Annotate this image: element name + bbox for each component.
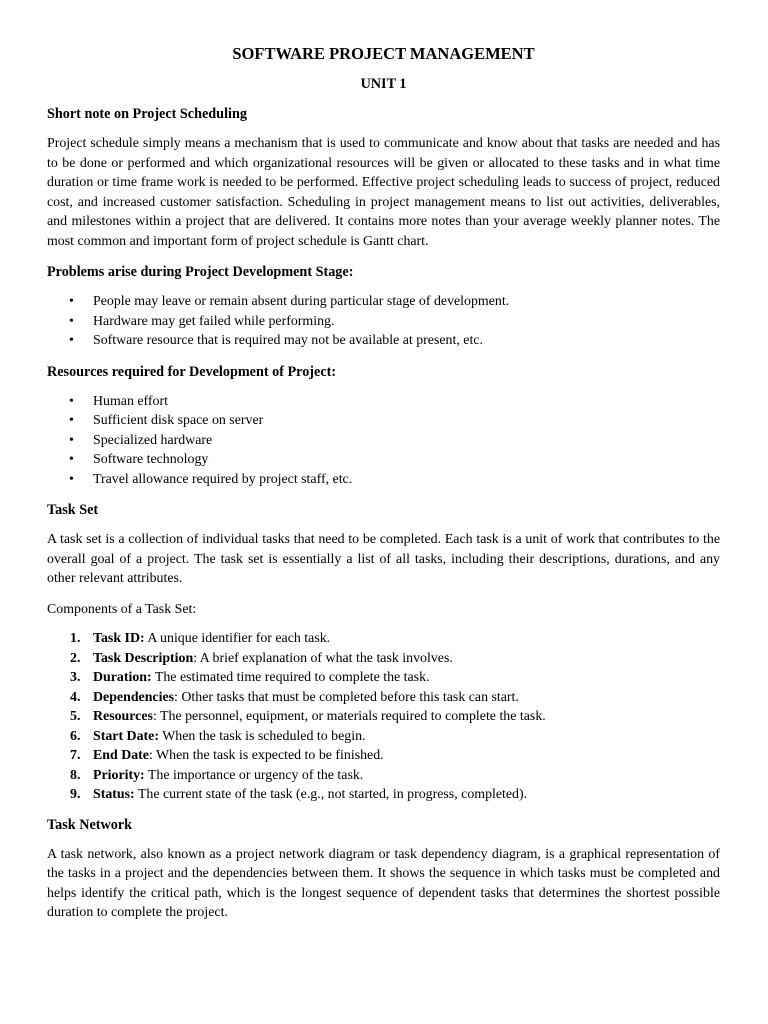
item-term: End Date — [93, 748, 149, 763]
problems-list — [47, 292, 720, 351]
item-number: 8. — [70, 767, 81, 783]
list-item: • Software technology — [47, 450, 720, 470]
list-item — [47, 766, 720, 786]
item-number: 1. — [70, 631, 81, 646]
problems-heading: Problems arise during Project Development Stage: — [47, 264, 354, 280]
list-item: • People may leave or remain absent during particular stage of development. — [47, 292, 720, 312]
list-item — [47, 668, 720, 688]
list-item — [47, 629, 720, 649]
list-item: • Human effort — [47, 392, 720, 412]
components-list — [47, 629, 720, 805]
task-set-heading: Task Set — [47, 502, 99, 518]
task-network-paragraph: A task network, also known as a project network diagram or task dependency diagram, is a graphical representation of the tasks in a project and the dependencies between them. It shows the sequence in which tasks must be completed and helps identify the critical path, which is the longest sequence of dependent tasks that determines the shortest possible duration to complete the project. — [47, 846, 720, 920]
resources-list — [47, 392, 720, 490]
scheduling-heading: Short note on Project Scheduling — [47, 106, 247, 122]
item-term: Dependencies — [93, 689, 175, 705]
item-term: Duration: — [93, 670, 152, 685]
list-item: • Travel allowance required by project staff, etc. — [47, 470, 720, 490]
list-item: • Sufficient disk space on server — [47, 411, 720, 431]
task-set-paragraph: A task set is a collection of individual tasks that need to be completed. Each task is a unit of work that contributes to the overall goal of a project. The task set is essentially a list of all tasks, including their descriptions, durations, and any other relevant attributes. — [47, 532, 720, 586]
item-description: : The personnel, equipment, or materials required to complete the task. — [152, 709, 546, 724]
item-number: 6. — [70, 728, 81, 744]
item-number: 3. — [70, 670, 81, 685]
task-network-heading: Task Network — [47, 816, 133, 833]
item-description: The current state of the task (e.g., not started, in progress, completed). — [134, 787, 528, 802]
item-term: Status: — [93, 787, 135, 802]
resources-heading: Resources required for Development of Project: — [47, 363, 337, 380]
item-number: 4. — [70, 689, 81, 705]
item-description: : Other tasks that must be completed before this task can start. — [174, 689, 519, 705]
list-item — [47, 649, 720, 669]
item-number: 2. — [70, 650, 81, 666]
document-page — [47, 40, 720, 923]
list-item — [47, 727, 720, 747]
list-item: • Software resource that is required may not be available at present, etc. — [47, 331, 720, 351]
item-description: : A brief explanation of what the task involves. — [193, 650, 453, 666]
list-item: • Hardware may get failed while performing. — [47, 312, 720, 332]
item-term: Resources — [93, 709, 153, 724]
item-description: The importance or urgency of the task. — [144, 767, 364, 783]
item-description: When the task is scheduled to begin. — [158, 728, 366, 744]
item-number: 5. — [70, 709, 81, 724]
list-item: • Specialized hardware — [47, 431, 720, 451]
item-number: 7. — [70, 748, 81, 763]
components-intro: Components of a Task Set: — [47, 601, 197, 617]
list-item — [47, 688, 720, 708]
item-term: Start Date: — [93, 728, 159, 744]
document-title: SOFTWARE PROJECT MANAGEMENT — [232, 44, 535, 63]
item-term: Task Description — [93, 650, 194, 666]
item-term: Priority: — [93, 767, 145, 783]
item-description: The estimated time required to complete the task. — [151, 670, 430, 685]
scheduling-paragraph: Project schedule simply means a mechanism that is used to communicate and know about that tasks are needed and has to be done or performed and which organizational resources will be given or allocated to these tasks and in what time duration or time frame work is needed to be performed. Effective project scheduling leads to success of project, reduced cost, and increased customer satisfaction. Scheduling in project management means to list out activities, deliverables, and milestones within a project that are delivered. It contains more notes than your average weekly planner notes. The most common and important form of project schedule is Gantt chart. — [47, 136, 720, 249]
item-description: : When the task is expected to be finished. — [148, 748, 384, 763]
list-item — [47, 707, 720, 727]
item-number: 9. — [70, 787, 81, 802]
list-item — [47, 746, 720, 766]
item-term: Task ID: — [93, 631, 145, 646]
unit-heading: UNIT 1 — [360, 76, 407, 92]
list-item — [47, 785, 720, 805]
item-description: A unique identifier for each task. — [144, 631, 331, 646]
